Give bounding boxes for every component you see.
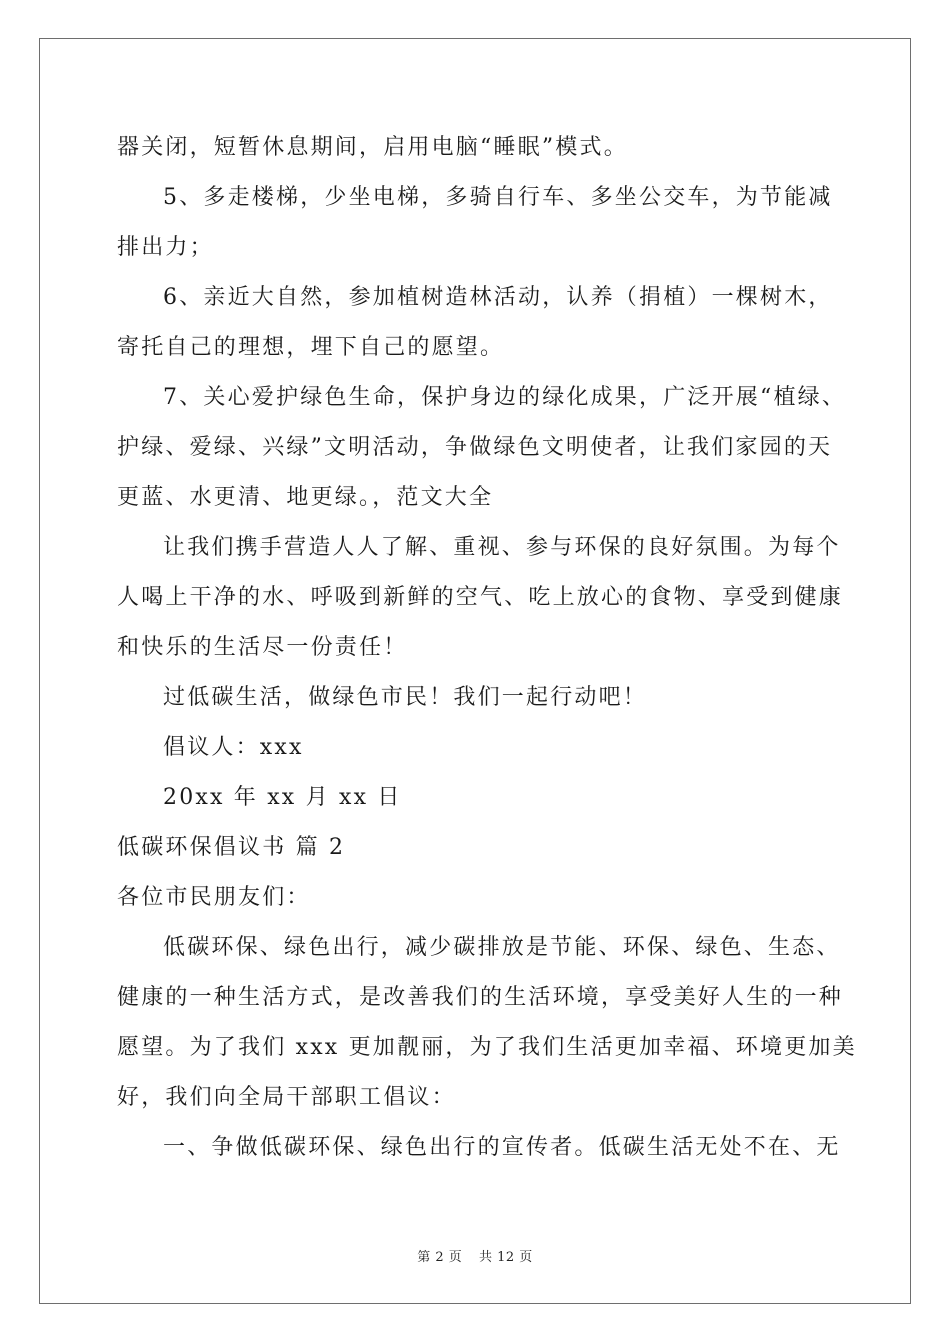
section-heading: 低碳环保倡议书 篇 2 bbox=[117, 835, 346, 860]
salutation: 各位市民朋友们： bbox=[117, 885, 311, 910]
text-line: 过低碳生活，做绿色市民！我们一起行动吧！ bbox=[163, 685, 648, 710]
text-line: 一、争做低碳环保、绿色出行的宣传者。低碳生活无处不在、无 bbox=[163, 1135, 841, 1160]
text-line: 和快乐的生活尽一份责任！ bbox=[117, 635, 408, 660]
text-line: 5、多走楼梯，少坐电梯，多骑自行车、多坐公交车，为节能减 bbox=[163, 185, 833, 210]
text-line: 更蓝、水更清、地更绿。，范文大全 bbox=[117, 485, 494, 510]
text-line: 排出力； bbox=[117, 235, 214, 260]
text-line: 寄托自己的理想，埋下自己的愿望。 bbox=[117, 335, 505, 360]
text-line: 愿望。为了我们 xxx 更加靓丽，为了我们生活更加幸福、环境更加美 bbox=[117, 1035, 857, 1060]
signer-line: 倡议人：xxx bbox=[163, 735, 304, 760]
page-footer bbox=[0, 1246, 950, 1265]
date-line: 20xx 年 xx 月 xx 日 bbox=[163, 785, 402, 810]
page-number: 第 2 页 bbox=[417, 1250, 463, 1265]
text-line: 器关闭，短暂休息期间，启用电脑“睡眠”模式。 bbox=[117, 135, 628, 160]
text-line: 健康的一种生活方式，是改善我们的生活环境，享受美好人生的一种 bbox=[117, 985, 844, 1010]
text-line: 让我们携手营造人人了解、重视、参与环保的良好氛围。为每个 bbox=[163, 535, 841, 560]
page-total: 共 12 页 bbox=[478, 1250, 533, 1265]
text-line: 人喝上干净的水、呼吸到新鲜的空气、吃上放心的食物、享受到健康 bbox=[117, 585, 844, 610]
text-line: 好，我们向全局干部职工倡议： bbox=[117, 1085, 456, 1110]
text-line: 护绿、爱绿、兴绿”文明活动，争做绿色文明使者，让我们家园的天 bbox=[117, 435, 833, 460]
text-line: 6、亲近大自然，参加植树造林活动，认养（捐植）一棵树木， bbox=[163, 285, 833, 310]
text-line: 低碳环保、绿色出行，减少碳排放是节能、环保、绿色、生态、 bbox=[163, 935, 841, 960]
text-line: 7、关心爱护绿色生命，保护身边的绿化成果，广泛开展“植绿、 bbox=[163, 385, 847, 410]
page-border bbox=[39, 38, 911, 1304]
